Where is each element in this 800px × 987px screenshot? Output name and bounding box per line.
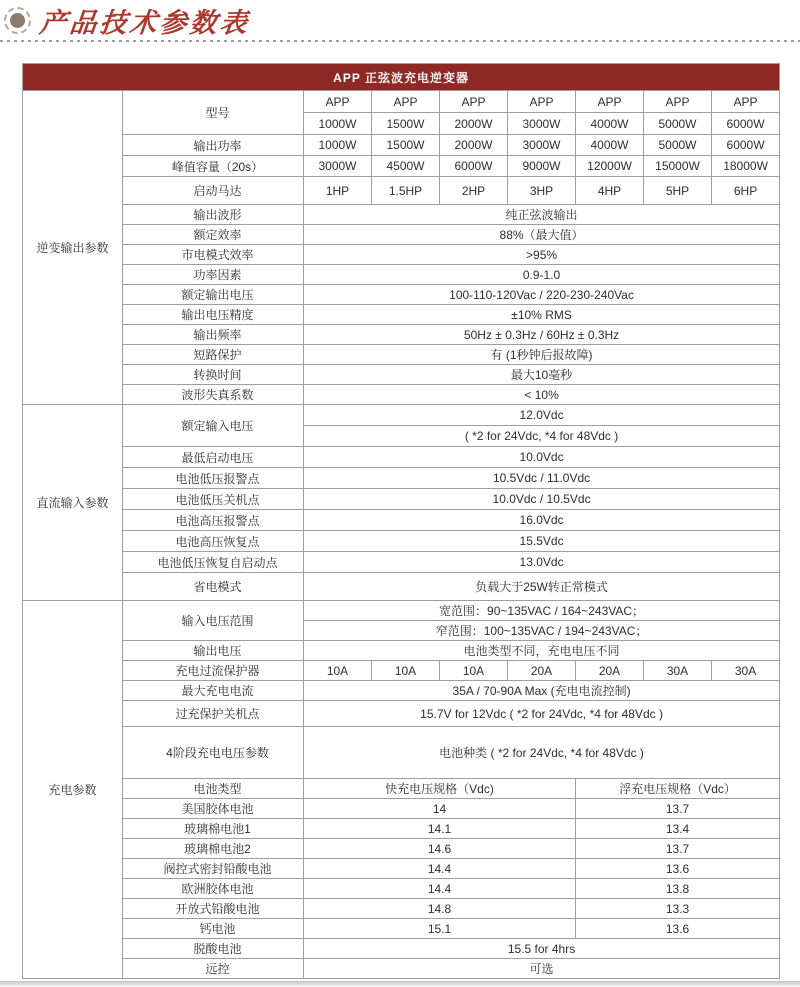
float-charge-value: 13.3 (576, 899, 780, 919)
table-row (23, 661, 780, 681)
battery-type-header: 电池类型 (123, 779, 304, 799)
page-bottom-shadow (0, 981, 800, 987)
table-row (23, 859, 780, 879)
float-charge-header: 浮充电压规格（Vdc） (576, 779, 780, 799)
spec-value-span: 35A / 70-90A Max (充电电流控制) (304, 681, 780, 701)
table-row (23, 681, 780, 701)
table-row (23, 727, 780, 779)
table-row (23, 489, 780, 510)
param-label: 脱酸电池 (123, 939, 304, 959)
table-row (23, 345, 780, 365)
model-power-cell: 6000W (712, 113, 780, 135)
table-row (23, 799, 780, 819)
param-label: 峰值容量（20s） (123, 156, 304, 177)
spec-value-span: 10.5Vdc / 11.0Vdc (304, 468, 780, 489)
battery-label: 开放式铅酸电池 (123, 899, 304, 919)
model-brand-cell: APP (576, 91, 644, 113)
param-label: 电池低压关机点 (123, 489, 304, 510)
table-row (23, 265, 780, 285)
model-power-cell: 2000W (440, 113, 508, 135)
float-charge-value: 13.4 (576, 819, 780, 839)
param-label: 启动马达 (123, 177, 304, 205)
spec-value-cell: 4HP (576, 177, 644, 205)
spec-value-span: 电池种类 ( *2 for 24Vdc, *4 for 48Vdc ) (304, 727, 780, 779)
table-row (23, 510, 780, 531)
group-inverter-output: 逆变输出参数 (23, 91, 123, 405)
param-label: 输入电压范围 (123, 601, 304, 641)
spec-value-cell: 2HP (440, 177, 508, 205)
float-charge-value: 13.6 (576, 919, 780, 939)
spec-value-span: 纯正弦波输出 (304, 205, 780, 225)
spec-value-cell: 15000W (644, 156, 712, 177)
float-charge-value: 13.6 (576, 859, 780, 879)
dotted-divider (0, 40, 800, 42)
table-row (23, 919, 780, 939)
spec-value-span: 15.5Vdc (304, 531, 780, 552)
fast-charge-value: 14.6 (304, 839, 576, 859)
table-row (23, 365, 780, 385)
spec-value-span: 12.0Vdc (304, 405, 780, 426)
spec-value-cell: 18000W (712, 156, 780, 177)
fast-charge-value: 14.8 (304, 899, 576, 919)
table-row (23, 641, 780, 661)
param-label: 额定输出电压 (123, 285, 304, 305)
fast-charge-value: 14.4 (304, 879, 576, 899)
spec-value-span: 10.0Vdc / 10.5Vdc (304, 489, 780, 510)
table-row (23, 939, 780, 959)
param-label: 充电过流保护器 (123, 661, 304, 681)
model-power-cell: 1000W (304, 113, 372, 135)
spec-value-span: 有 (1秒钟后报故障) (304, 345, 780, 365)
table-header-row (23, 64, 780, 91)
param-label: 省电模式 (123, 573, 304, 601)
spec-value-span: 15.5 for 4hrs (304, 939, 780, 959)
table-row (23, 135, 780, 156)
spec-value-span: 电池类型不同，充电电压不同 (304, 641, 780, 661)
table-row (23, 91, 780, 113)
param-label: 最低启动电压 (123, 447, 304, 468)
param-label: 最大充电电流 (123, 681, 304, 701)
spec-value-cell: 3HP (508, 177, 576, 205)
param-label: 额定输入电压 (123, 405, 304, 447)
param-label: 转换时间 (123, 365, 304, 385)
param-label: 电池高压恢复点 (123, 531, 304, 552)
table-row (23, 839, 780, 859)
spec-value-cell: 3000W (304, 156, 372, 177)
spec-value-span: < 10% (304, 385, 780, 405)
spec-value-cell: 20A (576, 661, 644, 681)
page-header (0, 0, 800, 42)
fast-charge-value: 15.1 (304, 919, 576, 939)
param-label: 输出电压精度 (123, 305, 304, 325)
float-charge-value: 13.7 (576, 839, 780, 859)
param-label: 电池低压报警点 (123, 468, 304, 489)
spec-value-cell: 30A (644, 661, 712, 681)
bullet-circle-icon (4, 7, 31, 34)
table-row (23, 701, 780, 727)
spec-value-span: ( *2 for 24Vdc, *4 for 48Vdc ) (304, 426, 780, 447)
spec-value-cell: 10A (304, 661, 372, 681)
spec-value-span: 100-110-120Vac / 220-230-240Vac (304, 285, 780, 305)
spec-value-cell: 6000W (712, 135, 780, 156)
spec-value-cell: 30A (712, 661, 780, 681)
param-label: 电池高压报警点 (123, 510, 304, 531)
spec-value-cell: 9000W (508, 156, 576, 177)
spec-value-cell: 1000W (304, 135, 372, 156)
spec-value-cell: 6000W (440, 156, 508, 177)
param-label: 远控 (123, 959, 304, 979)
table-row (23, 531, 780, 552)
spec-value-cell: 1.5HP (372, 177, 440, 205)
spec-value-span: 负载大于25W转正常模式 (304, 573, 780, 601)
param-label: 市电模式效率 (123, 245, 304, 265)
param-label: 额定效率 (123, 225, 304, 245)
param-label: 过充保护关机点 (123, 701, 304, 727)
battery-label: 玻璃棉电池1 (123, 819, 304, 839)
table-row (23, 325, 780, 345)
param-label: 电池低压恢复自启动点 (123, 552, 304, 573)
spec-value-span: 0.9-1.0 (304, 265, 780, 285)
spec-value-span: 可选 (304, 959, 780, 979)
param-label: 4阶段充电电压参数 (123, 727, 304, 779)
spec-value-span: 10.0Vdc (304, 447, 780, 468)
bullet-dot (10, 13, 25, 28)
model-brand-cell: APP (372, 91, 440, 113)
param-label: 输出电压 (123, 641, 304, 661)
param-label: 型号 (123, 91, 304, 135)
spec-value-span: 88%（最大值） (304, 225, 780, 245)
spec-value-span: 窄范围：100~135VAC / 194~243VAC； (304, 621, 780, 641)
spec-value-cell: 3000W (508, 135, 576, 156)
param-label: 功率因素 (123, 265, 304, 285)
table-row (23, 225, 780, 245)
spec-value-span: >95% (304, 245, 780, 265)
battery-label: 玻璃棉电池2 (123, 839, 304, 859)
spec-value-cell: 10A (372, 661, 440, 681)
battery-label: 阀控式密封铅酸电池 (123, 859, 304, 879)
table-row (23, 305, 780, 325)
group-charging: 充电参数 (23, 601, 123, 979)
group-dc-input: 直流输入参数 (23, 405, 123, 601)
spec-value-cell: 20A (508, 661, 576, 681)
table-row (23, 156, 780, 177)
table-row (23, 573, 780, 601)
table-row (23, 385, 780, 405)
table-row (23, 285, 780, 305)
model-power-cell: 3000W (508, 113, 576, 135)
table-title: APP 正弦波充电逆变器 (23, 64, 780, 91)
table-row (23, 552, 780, 573)
table-row (23, 468, 780, 489)
fast-charge-value: 14 (304, 799, 576, 819)
fast-charge-value: 14.4 (304, 859, 576, 879)
model-brand-cell: APP (644, 91, 712, 113)
table-row (23, 601, 780, 621)
spec-value-span: ±10% RMS (304, 305, 780, 325)
spec-value-span: 最大10毫秒 (304, 365, 780, 385)
table-row (23, 819, 780, 839)
spec-value-span: 宽范围：90~135VAC / 164~243VAC； (304, 601, 780, 621)
model-brand-cell: APP (712, 91, 780, 113)
table-row (23, 177, 780, 205)
table-row (23, 245, 780, 265)
battery-label: 美国胶体电池 (123, 799, 304, 819)
table-row (23, 959, 780, 979)
spec-value-cell: 6HP (712, 177, 780, 205)
table-row (23, 899, 780, 919)
model-brand-cell: APP (304, 91, 372, 113)
table-row (23, 879, 780, 899)
table-row (23, 405, 780, 426)
model-power-cell: 4000W (576, 113, 644, 135)
param-label: 输出功率 (123, 135, 304, 156)
spec-value-cell: 1500W (372, 135, 440, 156)
param-label: 输出波形 (123, 205, 304, 225)
spec-value-cell: 5000W (644, 135, 712, 156)
spec-value-cell: 5HP (644, 177, 712, 205)
spec-value-cell: 4500W (372, 156, 440, 177)
model-power-cell: 1500W (372, 113, 440, 135)
table-row (23, 779, 780, 799)
spec-value-cell: 10A (440, 661, 508, 681)
table-row (23, 447, 780, 468)
battery-label: 钙电池 (123, 919, 304, 939)
spec-value-cell: 12000W (576, 156, 644, 177)
model-brand-cell: APP (440, 91, 508, 113)
spec-value-cell: 1HP (304, 177, 372, 205)
param-label: 短路保护 (123, 345, 304, 365)
spec-value-span: 13.0Vdc (304, 552, 780, 573)
table-row (23, 205, 780, 225)
float-charge-value: 13.7 (576, 799, 780, 819)
model-brand-cell: APP (508, 91, 576, 113)
fast-charge-value: 14.1 (304, 819, 576, 839)
model-power-cell: 5000W (644, 113, 712, 135)
page-title: 产品技术参数表 (38, 8, 252, 38)
spec-table (22, 63, 780, 979)
spec-value-cell: 2000W (440, 135, 508, 156)
spec-value-cell: 4000W (576, 135, 644, 156)
param-label: 波形失真系数 (123, 385, 304, 405)
spec-value-span: 50Hz ± 0.3Hz / 60Hz ± 0.3Hz (304, 325, 780, 345)
fast-charge-header: 快充电压规格（Vdc) (304, 779, 576, 799)
battery-label: 欧洲胶体电池 (123, 879, 304, 899)
spec-value-span: 15.7V for 12Vdc ( *2 for 24Vdc, *4 for 48Vdc ) (304, 701, 780, 727)
param-label: 输出频率 (123, 325, 304, 345)
float-charge-value: 13.8 (576, 879, 780, 899)
spec-value-span: 16.0Vdc (304, 510, 780, 531)
